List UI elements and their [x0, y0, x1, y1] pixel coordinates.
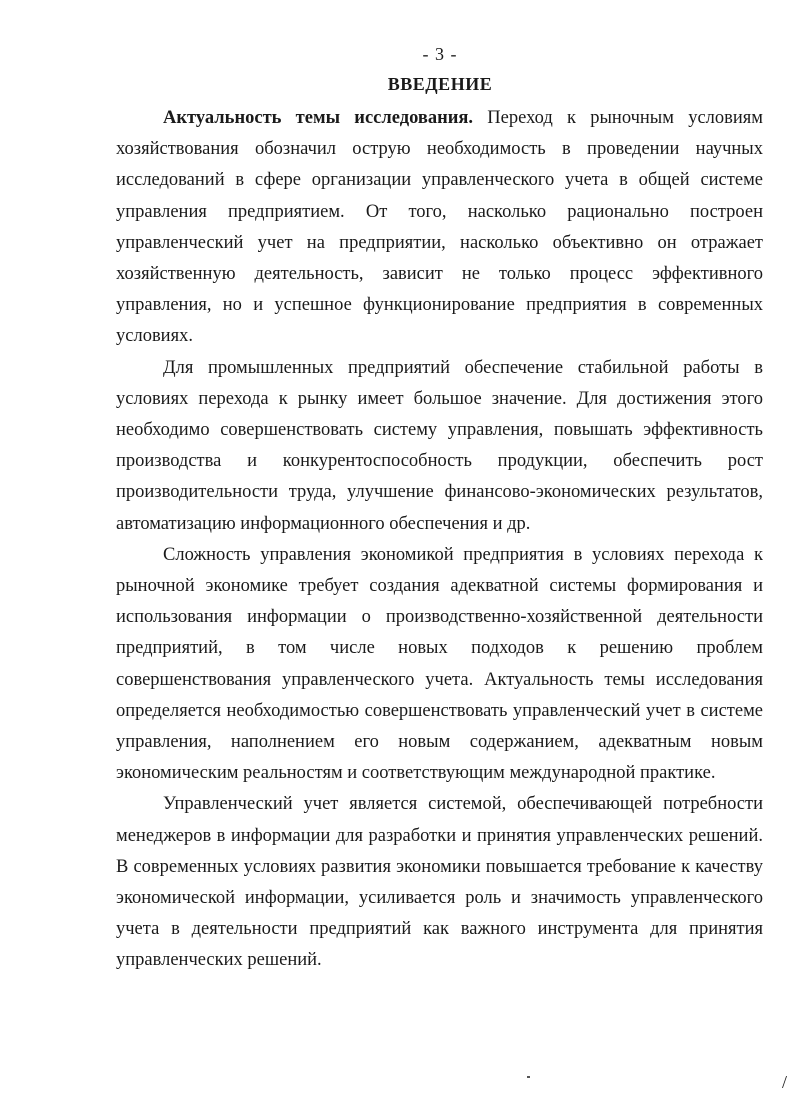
scan-slash-mark: /: [782, 1072, 788, 1092]
paragraph-management-accounting: Управленческий учет является системой, обеспечивающей потребности менеджеров в информации для разработки и принятия управленческих решений. В современных условиях развития экономики повышается требование к качеству экономической информации, усиливается роль и значимость управленческого учета в деятельности предприятий как важного инструмента для принятия управленческих решений.: [116, 794, 763, 971]
paragraph-relevance: [116, 103, 763, 353]
paragraph-industrial-enterprises: Для промышленных предприятий обеспечение стабильной работы в условиях перехода к рынку имеет большое значение. Для достижения этого необходимо совершенствовать систему управления, повышать эффективность производства и конкурентоспособность продукции, обеспечить рост производительности труда, улучшение финансово-экономических результатов, автоматизацию информационного обеспечения и др.: [116, 357, 763, 534]
scan-dot-mark: [527, 1076, 530, 1078]
section-heading: ВВЕДЕНИЕ: [387, 74, 493, 94]
body-text: [116, 103, 763, 977]
paragraph-relevance-text: Переход к рыночным условиям хозяйствования обозначил острую необходимость в проведении научных исследований в сфере организации управленческого учета в общей системе управления предприятием. От того, насколько рационально построен управленческий учет на предприятии, насколько объективно он отражает хозяйственную деятельность, зависит не только процесс эффективного управления, но и успешное функционирование предприятия в современных условиях.: [116, 108, 763, 347]
relevance-lead-in: Актуальность темы исследования.: [163, 108, 474, 128]
page-number: - 3 -: [422, 44, 458, 64]
paragraph-management-complexity: Сложность управления экономикой предприятия в условиях перехода к рыночной экономике требует создания адекватной системы формирования и использования информации о производственно-хозяйственной деятельности предприятий, в том числе новых подходов к решению проблем совершенствования управленческого учета. Актуальность темы исследования определяется необходимостью совершенствовать управленческий учет в системе управления, наполнением его новым содержанием, адекватным новым экономическим реальностям и соответствующим международной практике.: [116, 544, 763, 784]
